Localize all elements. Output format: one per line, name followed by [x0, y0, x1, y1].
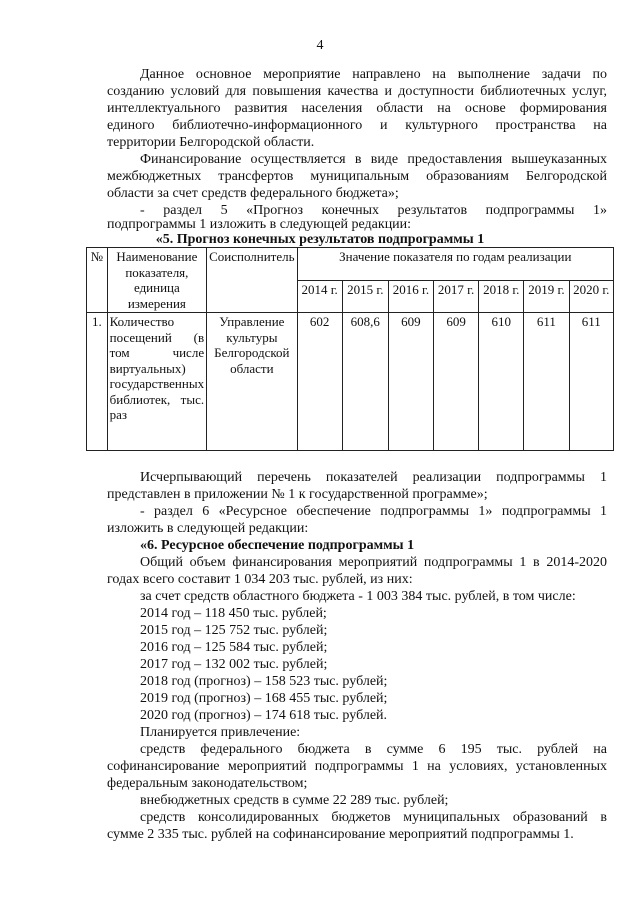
para2-line2: межбюджетных трансфертов муниципальным образованиям Белгородской	[107, 169, 607, 184]
year-header: 2020 г.	[569, 280, 613, 313]
para2-line3: области за счет средств федерального бюджета»;	[107, 186, 399, 201]
row-name: Количество посещений (в том числе виртуальных) государственных библиотек, тыс. раз	[107, 313, 206, 451]
para6-line1: Общий объем финансирования мероприятий подпрограммы 1 в 2014-2020	[140, 555, 607, 570]
year-funding-item: 2020 год (прогноз) – 174 618 тыс. рублей.	[140, 708, 388, 723]
para6-line2: годах всего составит 1 034 203 тыс. рублей, из них:	[107, 572, 413, 587]
federal-line2: софинансирование мероприятий подпрограммы 1 на условиях, установленных	[107, 759, 607, 774]
para5-line1: - раздел 6 «Ресурсное обеспечение подпрограммы 1» подпрограммы 1	[140, 504, 607, 519]
row-value: 611	[569, 313, 613, 451]
para3-line2: подпрограммы 1 изложить в следующей редакции:	[107, 217, 412, 232]
year-header: 2019 г.	[524, 280, 569, 313]
row-value: 609	[388, 313, 433, 451]
page-number: 4	[316, 38, 324, 53]
table-caption: «5. Прогноз конечных результатов подпрограммы 1	[155, 232, 485, 247]
planned-heading: Планируется привлечение:	[140, 725, 301, 740]
year-header: 2015 г.	[342, 280, 388, 313]
year-header: 2014 г.	[297, 280, 342, 313]
header-name-text: Наименование показателя, единица измерения	[116, 249, 198, 311]
row-value: 608,6	[342, 313, 388, 451]
header-values-group: Значение показателя по годам реализации	[297, 248, 613, 281]
table-header-row	[87, 248, 614, 281]
year-header: 2018 г.	[479, 280, 524, 313]
year-funding-item: 2017 год – 132 002 тыс. рублей;	[140, 657, 328, 672]
regional-budget-intro: за счет средств областного бюджета - 1 003 384 тыс. рублей, в том числе:	[140, 589, 576, 604]
header-coexec-text: Соисполнитель	[209, 249, 295, 264]
year-funding-item: 2015 год – 125 752 тыс. рублей;	[140, 623, 328, 638]
para3-line1: - раздел 5 «Прогноз конечных результатов подпрограммы 1»	[140, 203, 607, 218]
table-row	[87, 313, 614, 451]
year-header: 2017 г.	[434, 280, 479, 313]
row-value: 611	[524, 313, 569, 451]
row-coexec: Управление культуры Белгородской области	[207, 313, 297, 451]
row-value: 610	[479, 313, 524, 451]
para1-line2: созданию условий для повышения качества и доступности библиотечных услуг,	[107, 84, 607, 99]
header-name	[107, 248, 206, 313]
year-funding-item: 2016 год – 125 584 тыс. рублей;	[140, 640, 328, 655]
municipal-line1: средств консолидированных бюджетов муниципальных образований в	[140, 810, 607, 825]
year-funding-item: 2018 год (прогноз) – 158 523 тыс. рублей;	[140, 674, 388, 689]
para4-line1: Исчерпывающий перечень показателей реализации подпрограммы 1	[140, 470, 607, 485]
para1-line3: интеллектуального развития населения области на основе формирования	[107, 101, 607, 116]
header-num: №	[87, 248, 108, 313]
year-funding-item: 2019 год (прогноз) – 168 455 тыс. рублей;	[140, 691, 388, 706]
para2-line1: Финансирование осуществляется в виде предоставления вышеуказанных	[140, 152, 607, 167]
para1-line4: единого библиотечно-информационного и культурного пространства на	[107, 118, 607, 133]
municipal-line2: сумме 2 335 тыс. рублей на софинансирование мероприятий подпрограммы 1.	[107, 827, 574, 842]
para1-line5: территории Белгородской области.	[107, 135, 315, 150]
row-value: 609	[434, 313, 479, 451]
para4-line2: представлен в приложении № 1 к государственной программе»;	[107, 487, 488, 502]
para1-line1: Данное основное мероприятие направлено на выполнение задачи по	[140, 67, 607, 82]
year-header: 2016 г.	[388, 280, 433, 313]
row-value: 602	[297, 313, 342, 451]
para5-line2: изложить в следующей редакции:	[107, 521, 309, 536]
results-table	[86, 247, 614, 451]
federal-line3: федеральным законодательством;	[107, 776, 308, 791]
row-num: 1.	[87, 313, 108, 451]
federal-line1: средств федерального бюджета в сумме 6 195 тыс. рублей на	[140, 742, 607, 757]
header-coexec	[207, 248, 297, 313]
year-funding-item: 2014 год – 118 450 тыс. рублей;	[140, 606, 327, 621]
extrabudget-line: внебюджетных средств в сумме 22 289 тыс. рублей;	[140, 793, 449, 808]
section6-title: «6. Ресурсное обеспечение подпрограммы 1	[140, 538, 415, 553]
